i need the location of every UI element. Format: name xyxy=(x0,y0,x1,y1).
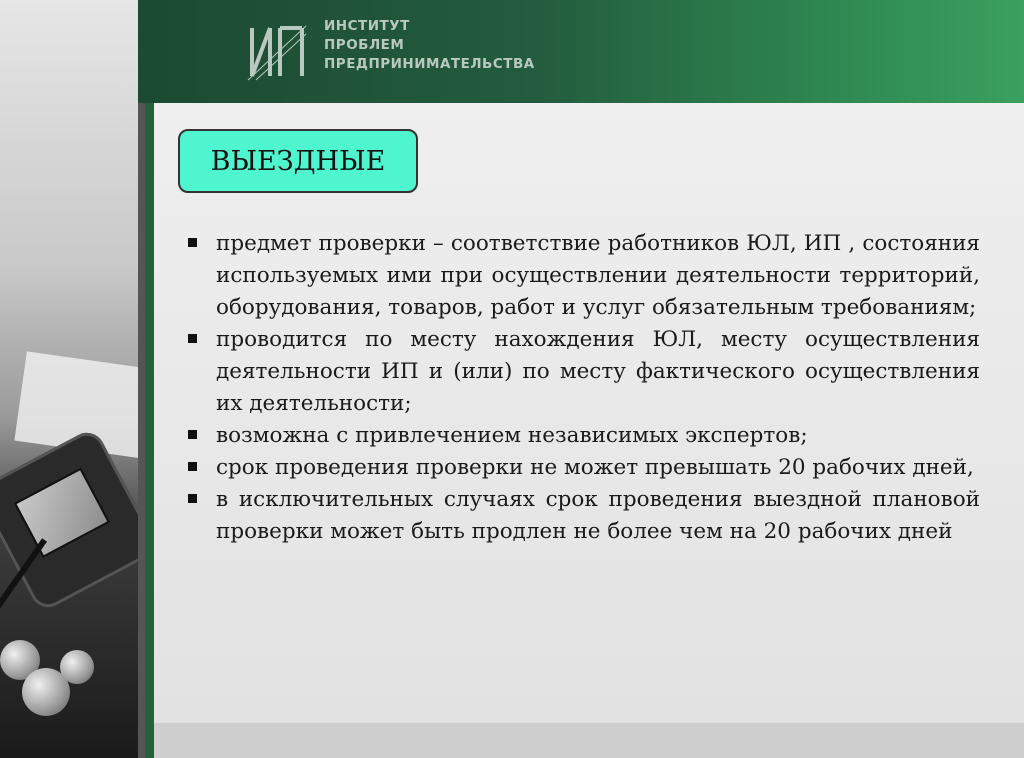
logo-line: ПРЕДПРИНИМАТЕЛЬСТВА xyxy=(324,56,535,72)
pda-screen xyxy=(14,468,110,558)
logo-text xyxy=(324,17,535,74)
bullet-square-icon xyxy=(188,494,197,503)
coin-image xyxy=(60,650,94,684)
bullet-text: в исключительных случаях срок проведения выездной плановой проверки может быть продлен не более чем на 20 рабочих дней xyxy=(216,487,980,544)
header-banner xyxy=(138,0,1024,103)
list-item xyxy=(188,324,980,420)
panel-footer xyxy=(154,723,1024,758)
bullet-square-icon xyxy=(188,334,197,343)
bullet-text: проводится по месту нахождения ЮЛ, месту осуществления деятельности ИП и (или) по месту фактического осуществления их деятельности; xyxy=(216,327,980,416)
bullet-text: предмет проверки – соответствие работников ЮЛ, ИП , состояния используемых ими при осуществлении деятельности территорий, оборудования, товаров, работ и услуг обязательным требованиям; xyxy=(216,231,980,320)
list-item xyxy=(188,484,980,548)
decorative-photo xyxy=(0,0,150,758)
logo-line: ПРОБЛЕМ xyxy=(324,37,405,53)
logo-mark-icon xyxy=(246,9,308,82)
bullet-text: возможна с привлечением независимых экспертов; xyxy=(216,423,808,448)
bullet-square-icon xyxy=(188,462,197,471)
list-item xyxy=(188,228,980,324)
logo-line: ИНСТИТУТ xyxy=(324,18,410,34)
slide-title: ВЫЕЗДНЫЕ xyxy=(178,129,418,193)
bullet-text: срок проведения проверки не может превышать 20 рабочих дней, xyxy=(216,455,974,480)
bullet-list xyxy=(188,228,980,548)
logo-monogram: ИП xyxy=(246,9,274,28)
green-stripe xyxy=(145,103,154,758)
bullet-square-icon xyxy=(188,238,197,247)
stripe-shadow xyxy=(138,103,145,758)
list-item xyxy=(188,452,980,484)
bullet-square-icon xyxy=(188,430,197,439)
list-item xyxy=(188,420,980,452)
